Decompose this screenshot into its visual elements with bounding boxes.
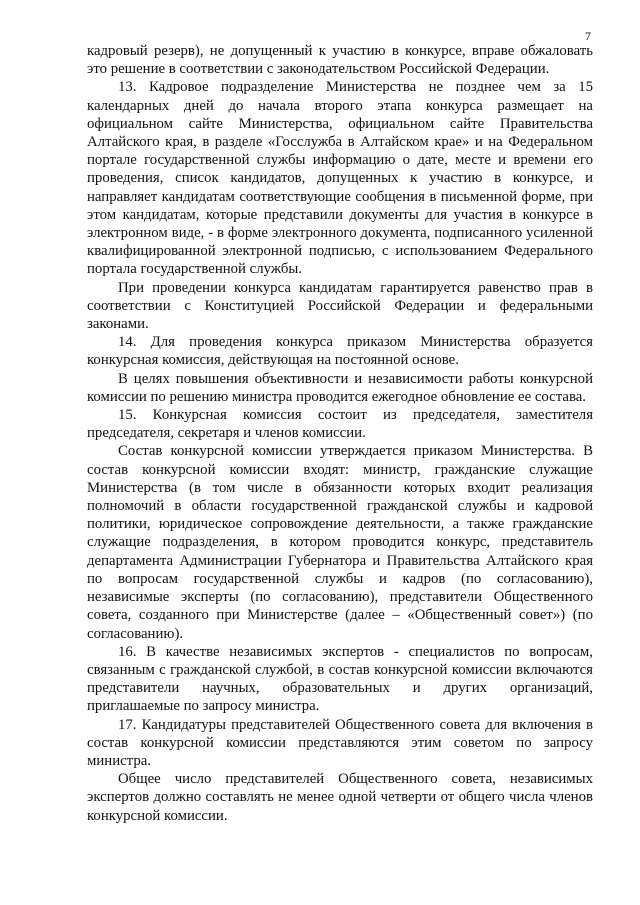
paragraph-item-17: 17. Кандидатуры представителей Общественного совета для включения в состав конкурсной комиссии представляются этим советом по запросу министра. <box>87 716 593 769</box>
paragraph-commission-composition: Состав конкурсной комиссии утверждается приказом Министерства. В состав конкурсной комиссии входят: министр, гражданские служащие Министерства (в том числе в обязанности которых входит реализация полномочий в области государственной гражданской службы и кадровой политики, юридическое сопровождение деятельности, а также гражданские служащие подразделения, в котором проводится конкурс, представитель департамента Администрации Губернатора и Правительства Алтайского края по вопросам государственной службы и кадров (по согласованию), независимые эксперты (по согласованию), представители Общественного совета, созданного при Министерстве (далее – «Общественный совет») (по согласованию). <box>87 443 593 642</box>
paragraph-item-15: 15. Конкурсная комиссия состоит из председателя, заместителя председателя, секретаря и членов комиссии. <box>87 407 593 442</box>
paragraph-equal-rights: При проведении конкурса кандидатам гарантируется равенство прав в соответствии с Конституцией Российской Федерации и федеральными законами. <box>87 279 593 333</box>
paragraph-annual-renewal: В целях повышения объективности и независимости работы конкурсной комиссии по решению министра проводится ежегодное обновление ее состава. <box>87 370 593 405</box>
paragraph-item-14: 14. Для проведения конкурса приказом Министерства образуется конкурсная комиссия, действующая на постоянной основе. <box>87 334 593 369</box>
paragraph-item-13: 13. Кадровое подразделение Министерства не позднее чем за 15 календарных дней до начала второго этапа конкурса размещает на официальном сайте Министерства, официальном сайте Правительства Алтайского края, в разделе «Госслужба в Алтайском крае» и на Федеральном портале государственной службы информацию о дате, месте и времени его проведения, список кандидатов, допущенных к участию в конкурсе, и направляет кандидатам соответствующие сообщения в письменной форме, при этом кандидатам, которые представили документы для участия в конкурсе в электронном виде, - в форме электронного документа, подписанного усиленной квалифицированной электронной подписью, с использованием Федерального портала государственной службы. <box>87 79 593 278</box>
paragraph-quarter-rule: Общее число представителей Общественного совета, независимых экспертов должно составлять не менее одной четверти от общего числа членов конкурсной комиссии. <box>87 771 593 824</box>
paragraph-continuation: кадровый резерв), не допущенный к участию в конкурсе, вправе обжаловать это решение в соответствии с законодательством Российской Федерации. <box>87 43 593 78</box>
document-body <box>87 42 593 825</box>
page-number: 7 <box>585 29 591 43</box>
paragraph-item-16: 16. В качестве независимых экспертов - специалистов по вопросам, связанным с гражданской службой, в состав конкурсной комиссии включаются представители научных, образовательных и других организаций, приглашаемые по запросу министра. <box>87 643 593 715</box>
